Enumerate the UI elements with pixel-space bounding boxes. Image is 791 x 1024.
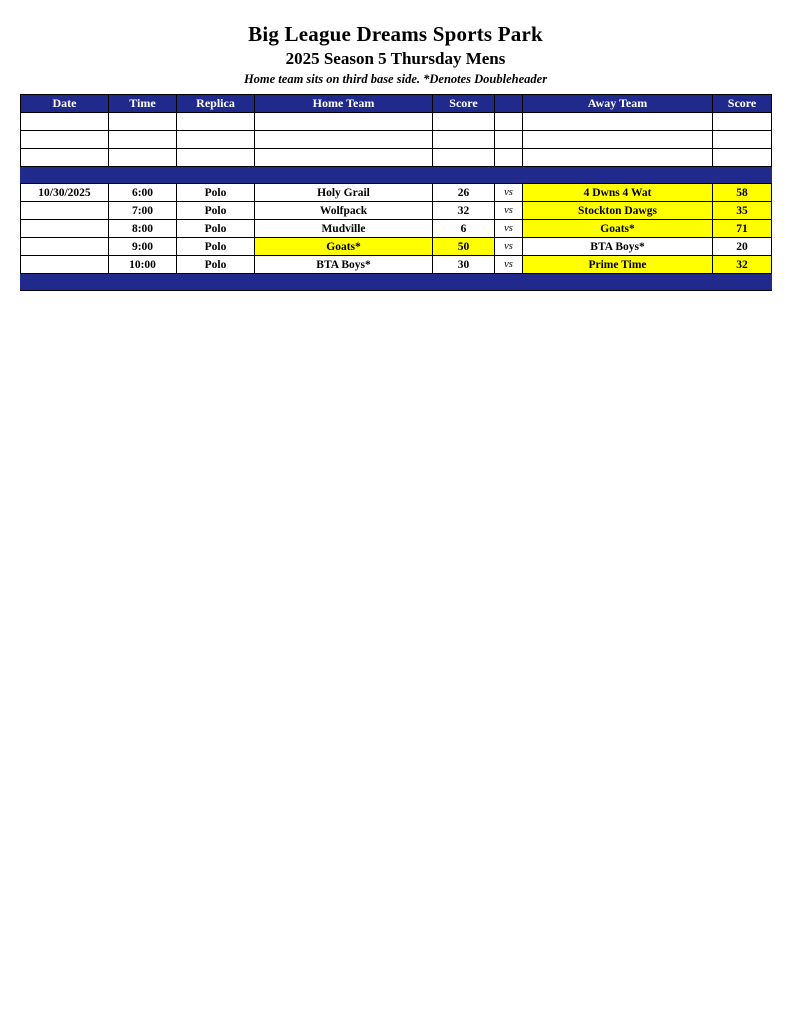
cell-vs: vs	[495, 256, 523, 274]
table-cell-separator	[21, 274, 109, 291]
cell-away-score: 35	[713, 202, 772, 220]
cell-vs: vs	[495, 220, 523, 238]
table-cell-empty	[177, 131, 255, 149]
cell-replica: Polo	[177, 184, 255, 202]
cell-time: 9:00	[109, 238, 177, 256]
table-cell-separator	[177, 167, 255, 184]
table-cell-empty	[21, 131, 109, 149]
table-cell-empty	[109, 149, 177, 167]
column-header-home-score: Score	[433, 95, 495, 113]
table-row	[21, 220, 772, 238]
table-cell-separator	[21, 167, 109, 184]
cell-home-team: BTA Boys*	[255, 256, 433, 274]
cell-time: 7:00	[109, 202, 177, 220]
table-body	[21, 113, 772, 291]
table-cell-separator	[255, 167, 433, 184]
table-cell-empty	[523, 113, 713, 131]
table-cell-empty	[255, 113, 433, 131]
table-cell-separator	[255, 274, 433, 291]
table-cell-separator	[177, 274, 255, 291]
table-row-separator	[21, 274, 772, 291]
column-header-time: Time	[109, 95, 177, 113]
cell-home-team: Holy Grail	[255, 184, 433, 202]
cell-date	[21, 202, 109, 220]
cell-home-team: Wolfpack	[255, 202, 433, 220]
column-header-replica: Replica	[177, 95, 255, 113]
column-header-home-team: Home Team	[255, 95, 433, 113]
table-row-blank	[21, 131, 772, 149]
table-cell-separator	[109, 167, 177, 184]
cell-home-score: 26	[433, 184, 495, 202]
page-note: Home team sits on third base side. *Denotes Doubleheader	[243, 72, 548, 86]
table-row	[21, 256, 772, 274]
table-cell-separator	[523, 167, 713, 184]
table-row-blank	[21, 149, 772, 167]
table-cell-empty	[495, 113, 523, 131]
table-cell-empty	[109, 113, 177, 131]
table-header-row	[21, 95, 772, 113]
cell-home-team: Goats*	[255, 238, 433, 256]
table-cell-empty	[495, 131, 523, 149]
cell-away-score: 32	[713, 256, 772, 274]
table-cell-empty	[713, 131, 772, 149]
table-cell-separator	[433, 274, 495, 291]
table-cell-separator	[109, 274, 177, 291]
cell-vs: vs	[495, 238, 523, 256]
cell-away-score: 71	[713, 220, 772, 238]
cell-away-score: 58	[713, 184, 772, 202]
table-cell-separator	[713, 274, 772, 291]
cell-time: 8:00	[109, 220, 177, 238]
table-cell-empty	[433, 131, 495, 149]
table-cell-empty	[433, 113, 495, 131]
column-header-away-team: Away Team	[523, 95, 713, 113]
page-subtitle: 2025 Season 5 Thursday Mens	[285, 49, 506, 68]
cell-away-score: 20	[713, 238, 772, 256]
cell-away-team: BTA Boys*	[523, 238, 713, 256]
table-cell-empty	[495, 149, 523, 167]
cell-time: 10:00	[109, 256, 177, 274]
cell-date: 10/30/2025	[21, 184, 109, 202]
cell-replica: Polo	[177, 256, 255, 274]
table-cell-empty	[433, 149, 495, 167]
table-row	[21, 202, 772, 220]
table-row-blank	[21, 113, 772, 131]
column-header-date: Date	[21, 95, 109, 113]
cell-away-team: Goats*	[523, 220, 713, 238]
cell-home-score: 30	[433, 256, 495, 274]
cell-date	[21, 256, 109, 274]
schedule-table	[20, 94, 772, 291]
cell-replica: Polo	[177, 238, 255, 256]
table-cell-separator	[495, 274, 523, 291]
cell-away-team: Prime Time	[523, 256, 713, 274]
cell-home-score: 32	[433, 202, 495, 220]
table-row	[21, 238, 772, 256]
page-title: Big League Dreams Sports Park	[248, 22, 543, 46]
table-cell-separator	[433, 167, 495, 184]
table-cell-separator	[495, 167, 523, 184]
cell-replica: Polo	[177, 220, 255, 238]
cell-vs: vs	[495, 184, 523, 202]
column-header-vs	[495, 95, 523, 113]
cell-home-score: 50	[433, 238, 495, 256]
cell-time: 6:00	[109, 184, 177, 202]
table-cell-empty	[21, 113, 109, 131]
cell-home-team: Mudville	[255, 220, 433, 238]
column-header-away-score: Score	[713, 95, 772, 113]
table-row	[21, 184, 772, 202]
cell-vs: vs	[495, 202, 523, 220]
table-cell-empty	[713, 113, 772, 131]
table-cell-empty	[21, 149, 109, 167]
table-cell-empty	[523, 131, 713, 149]
cell-date	[21, 220, 109, 238]
table-cell-empty	[177, 149, 255, 167]
table-cell-empty	[713, 149, 772, 167]
table-cell-empty	[255, 149, 433, 167]
table-cell-empty	[523, 149, 713, 167]
cell-home-score: 6	[433, 220, 495, 238]
table-cell-separator	[523, 274, 713, 291]
cell-date	[21, 238, 109, 256]
table-row-separator	[21, 167, 772, 184]
table-cell-empty	[255, 131, 433, 149]
cell-away-team: Stockton Dawgs	[523, 202, 713, 220]
table-cell-empty	[177, 113, 255, 131]
table-cell-separator	[713, 167, 772, 184]
table-header	[21, 95, 772, 113]
cell-replica: Polo	[177, 202, 255, 220]
table-cell-empty	[109, 131, 177, 149]
cell-away-team: 4 Dwns 4 Wat	[523, 184, 713, 202]
